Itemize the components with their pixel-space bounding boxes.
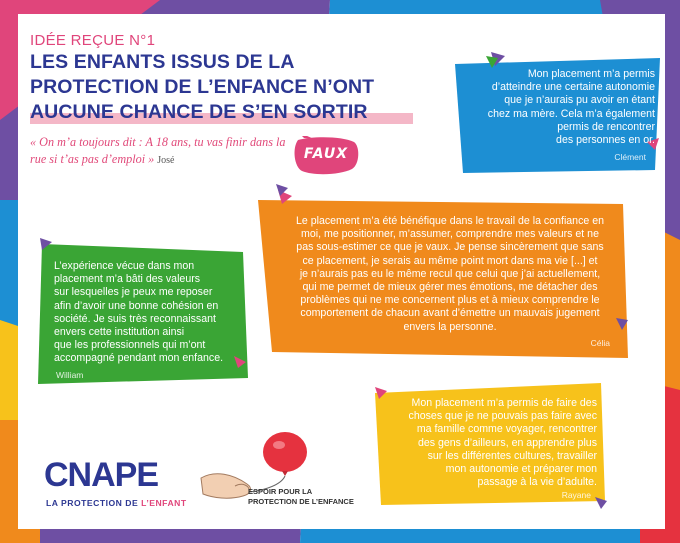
espoir-line-2: PROTECTION DE L’ENFANCE	[248, 496, 354, 506]
cnape-tagline	[46, 498, 187, 508]
celia-line: pas sous-estimer ce que je vaux. Je pense sincèrement que sans	[296, 241, 604, 254]
headline-line-3: AUCUNE CHANCE DE S’EN SORTIR	[30, 101, 368, 123]
clement-line: chez ma mère. Cela m’a également	[487, 107, 655, 120]
william-line: que les professionnels qui m’ont	[54, 339, 206, 352]
cnape-tagline-a: LA PROTECTION DE	[46, 498, 139, 508]
headline-line-2: PROTECTION DE L’ENFANCE N’ONT	[30, 76, 375, 98]
rayane-author: Rayane	[561, 490, 591, 500]
celia-line: envers la personne.	[403, 320, 497, 333]
triangle-icon	[595, 497, 607, 509]
cnape-logo	[44, 456, 187, 508]
william-line: société. Je suis très reconnaissant	[54, 312, 216, 325]
espoir-logo	[195, 430, 354, 525]
celia-line: comportement de chacun avant d’émettre un mauvais jugement	[300, 307, 600, 320]
rayane-line: Mon placement m’a permis de faire des	[411, 397, 597, 409]
rayane-line: mon autonomie et préparer mon	[445, 463, 597, 476]
william-line: accompagné pendant mon enfance.	[54, 352, 224, 365]
espoir-text	[248, 487, 354, 506]
triangle-icon	[40, 238, 52, 250]
cnape-name: CNAPE	[44, 456, 159, 494]
william-author: William	[56, 370, 84, 380]
celia-text	[278, 215, 622, 334]
clement-line: Mon placement m’a permis	[527, 68, 655, 80]
espoir-line-1: ESPOIR POUR LA	[248, 487, 313, 496]
testimonial-clement	[455, 58, 660, 173]
rayane-line: sur les différentes cultures, travailler	[427, 449, 597, 462]
celia-line: problèmes qui ne me concernent plus et à mieux comprendre le	[300, 294, 600, 307]
rayane-line: choses que je ne pouvais pas faire avec	[408, 410, 597, 423]
william-line: L’expérience vécue dans mon	[54, 260, 195, 272]
testimonial-rayane	[375, 383, 605, 505]
rayane-text	[385, 397, 597, 489]
triangle-icon	[276, 184, 288, 196]
cnape-tagline-b: L’ENFANT	[141, 498, 187, 508]
jose-quote	[30, 134, 290, 169]
clement-line: que je n’aurais pu avoir en étant	[504, 94, 655, 107]
quote-text: « On m’a toujours dit : A 18 ans, tu vas finir dans la rue si t’as pas d’emploi »	[30, 135, 286, 166]
william-text	[54, 260, 244, 366]
celia-line: qui me permet de mieux gérer mes émotions, me détacher des	[302, 281, 598, 294]
headline-line-1: LES ENFANTS ISSUS DE LA	[30, 51, 295, 73]
testimonial-william	[38, 244, 248, 384]
clement-line: des personnes en or.	[556, 134, 655, 147]
verdict-bubble	[292, 136, 360, 178]
headline	[30, 50, 440, 125]
william-line: afin d’avoir une bonne cohésion en	[54, 299, 219, 312]
balloon-hand-icon	[195, 430, 345, 525]
quote-author: José	[157, 155, 175, 166]
verdict-label: FAUX	[303, 146, 349, 162]
clement-line: d’atteindre une certaine autonomie	[491, 81, 655, 94]
celia-line: ce placement, je serais au même point mort dans ma vie [...] et	[302, 254, 598, 267]
celia-line: Le placement m’a été bénéfique dans le travail de la confiance en	[295, 215, 604, 227]
celia-author: Célia	[590, 338, 610, 348]
william-line: sur lesquelles je peux me reposer	[54, 286, 213, 299]
triangle-icon	[486, 56, 498, 68]
testimonial-celia	[258, 200, 628, 360]
clement-author: Clément	[614, 152, 646, 162]
william-line: envers cette institution ainsi	[54, 326, 185, 339]
rayane-line: des gens d’ailleurs, en apprendre plus	[417, 436, 597, 449]
idea-number: IDÉE REÇUE N°1	[30, 32, 156, 49]
rayane-line: passage à la vie d’adulte.	[477, 476, 597, 489]
rayane-line: ma famille comme voyager, rencontrer	[416, 423, 597, 436]
clement-line: permis de rencontrer	[557, 120, 655, 133]
celia-line: je n’aurais pas eu le même recul que celui que j’ai actuellement,	[299, 267, 601, 280]
celia-line: moi, me positionner, m’assumer, comprendre mes valeurs et ne	[301, 228, 599, 241]
clement-text	[467, 68, 655, 147]
william-line: placement m’a bâti des valeurs	[54, 273, 201, 286]
